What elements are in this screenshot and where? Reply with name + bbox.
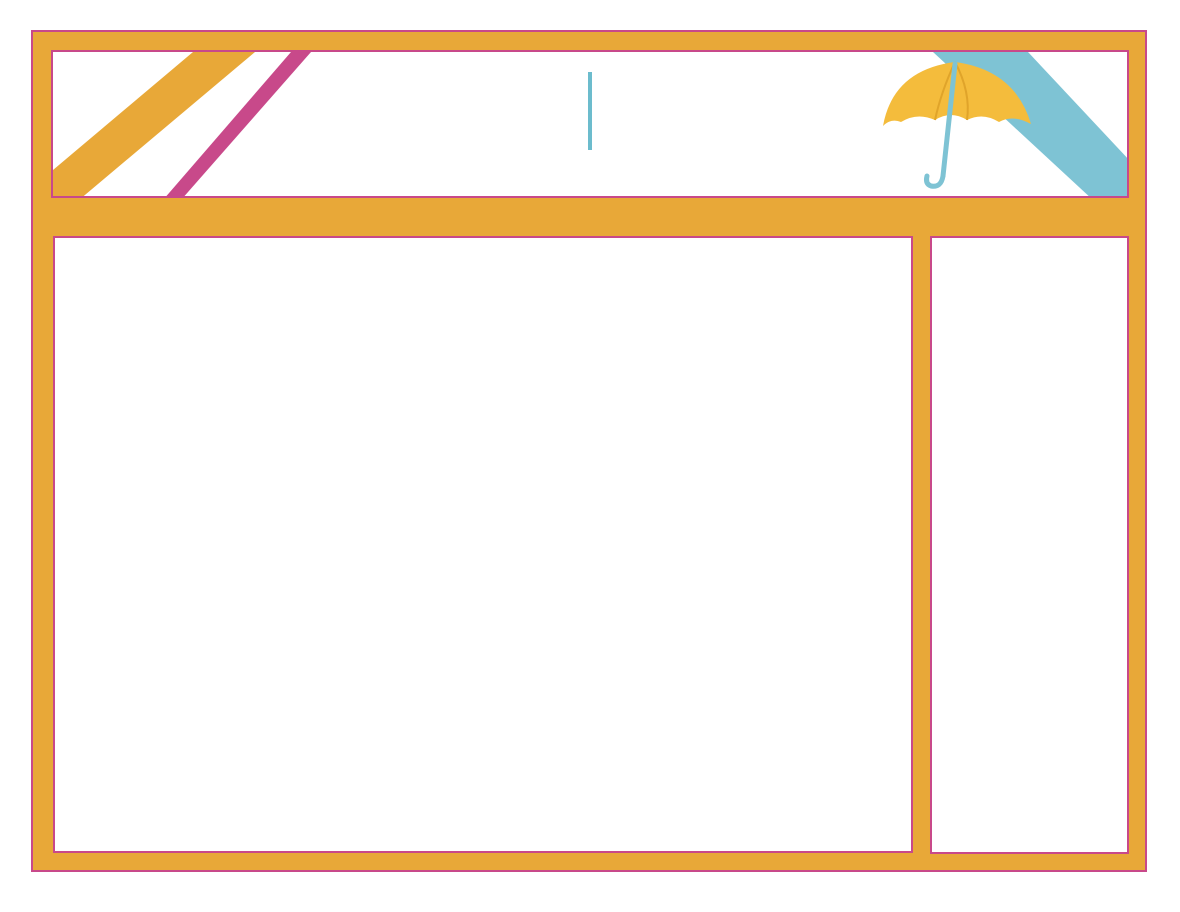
rights-paragraph [941, 256, 1118, 277]
calendar-grid [53, 236, 913, 853]
civil-rights-statement [930, 236, 1129, 854]
header-banner [51, 50, 1129, 198]
calendar-title [53, 66, 1127, 156]
weekday-header [55, 202, 913, 232]
title-divider [588, 72, 592, 150]
